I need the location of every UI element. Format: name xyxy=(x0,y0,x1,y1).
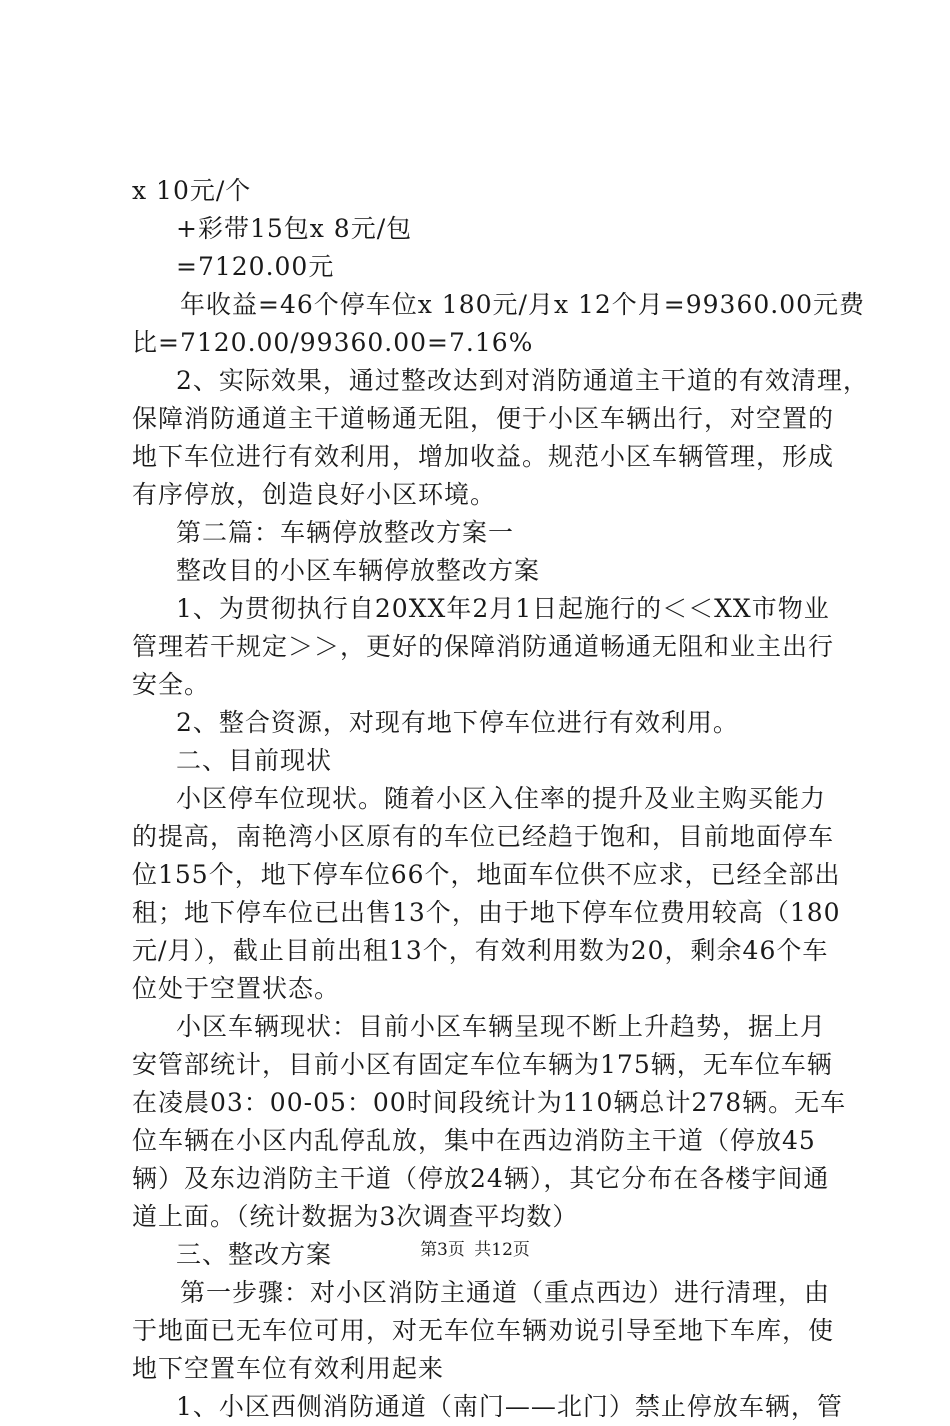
text-line: 位处于空置状态。 xyxy=(132,974,341,1003)
page-footer xyxy=(0,1239,950,1261)
text-line: 比=7120.00/99360.00=7.16% xyxy=(132,328,534,357)
text-line: 于地面已无车位可用，对无车位车辆劝说引导至地下车库，使 xyxy=(132,1316,835,1345)
text-line: 位车辆在小区内乱停乱放，集中在西边消防主干道（停放45 xyxy=(132,1126,816,1155)
text-line: 年收益=46个停车位x 180元/月x 12个月=99360.00元费 xyxy=(180,290,866,319)
text-line: 1、小区西侧消防通道（南门——北门）禁止停放车辆，管 xyxy=(176,1392,843,1421)
text-line: +彩带15包x 8元/包 xyxy=(176,214,413,243)
text-line: 辆）及东边消防主干道（停放24辆），其它分布在各楼宇间通 xyxy=(132,1164,830,1193)
document-body xyxy=(132,172,869,1426)
text-line: 小区停车位现状。随着小区入住率的提升及业主购买能力 xyxy=(176,784,827,813)
page-total: 共12页 xyxy=(474,1240,530,1260)
text-line: 小区车辆现状：目前小区车辆呈现不断上升趋势，据上月 xyxy=(176,1012,827,1041)
text-line: x 10元/个 xyxy=(132,176,252,205)
section-heading: 第二篇：车辆停放整改方案一 xyxy=(176,518,515,547)
text-line: 地下空置车位有效利用起来 xyxy=(132,1354,445,1383)
text-line: 2、实际效果，通过整改达到对消防通道主干道的有效清理， xyxy=(176,366,869,395)
text-line: 保障消防通道主干道畅通无阻，便于小区车辆出行，对空置的 xyxy=(132,404,835,433)
section-heading: 整改目的小区车辆停放整改方案 xyxy=(176,556,541,585)
text-line: 地下车位进行有效利用，增加收益。规范小区车辆管理，形成 xyxy=(132,442,835,471)
text-line: 有序停放，创造良好小区环境。 xyxy=(132,480,497,509)
text-line: 的提高，南艳湾小区原有的车位已经趋于饱和，目前地面停车 xyxy=(132,822,835,851)
text-line: 在凌晨03：00-05：00时间段统计为110辆总计278辆。无车 xyxy=(132,1088,847,1117)
section-heading: 三、整改方案 xyxy=(176,1240,333,1269)
text-line: 管理若干规定＞＞，更好的保障消防通道畅通无阻和业主出行 xyxy=(132,632,835,661)
text-line: 元/月），截止目前出租13个，有效利用数为20，剩余46个车 xyxy=(132,936,829,965)
page-number: 第3页 xyxy=(420,1240,465,1260)
section-heading: 二、目前现状 xyxy=(176,746,333,775)
text-line: 安管部统计，目前小区有固定车位车辆为175辆，无车位车辆 xyxy=(132,1050,833,1079)
text-line: 2、整合资源，对现有地下停车位进行有效利用。 xyxy=(176,708,739,737)
text-line: 位155个，地下停车位66个，地面车位供不应求，已经全部出 xyxy=(132,860,841,889)
text-line: 租；地下停车位已出售13个，由于地下停车位费用较高（180 xyxy=(132,898,841,927)
text-line: 第一步骤：对小区消防主通道（重点西边）进行清理，由 xyxy=(180,1278,831,1307)
text-line: =7120.00元 xyxy=(176,252,335,281)
text-line: 安全。 xyxy=(132,670,211,699)
text-line: 道上面。（统计数据为3次调查平均数） xyxy=(132,1202,579,1231)
text-line: 1、为贯彻执行自20XX年2月1日起施行的＜＜XX市物业 xyxy=(176,594,830,623)
